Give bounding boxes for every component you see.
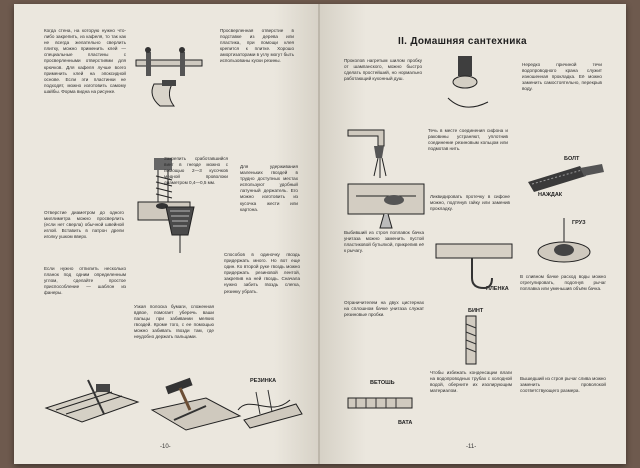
- figure-cork-shower: [438, 52, 508, 122]
- figure-faucet: [344, 122, 414, 182]
- left-paragraph-8: Узкая полоска бумаги, сложенная вдвое, помогает уберечь ваши пальцы при забивании мелких гвоздей. Кроме того, с ее помощью можно забивать гвозди там, где неудобно держать пальцами.: [134, 304, 214, 340]
- bolt-label: БОЛТ: [564, 156, 580, 162]
- left-paragraph-2: Просверленная отверстие в подставке из дерева или пластика, при помощи клея крепится к плитке. Хорошо амортизаторами в углу могут быть использованы куски резины.: [220, 28, 295, 64]
- left-paragraph-5: Отверстие диаметром до одного миллиметра можно просверлить (если нет сверла) обычной швейной иглой. Вставить в патрон дрели иголку ушком вверх.: [44, 210, 124, 240]
- figure-drill-needle: [154, 199, 214, 254]
- figure-bandage-pipe: [432, 304, 518, 368]
- film-label: ПЛЕНКА: [486, 286, 509, 292]
- figure-siphon: [432, 238, 522, 298]
- rags-label: ВЕТОШЬ: [370, 380, 395, 386]
- right-paragraph-8: Чтобы избежать конденсации влаги на водопроводных трубах с холодной водой, оберните их изолирующим материалом.: [430, 370, 512, 394]
- left-page: [14, 4, 320, 464]
- right-paragraph-9: Вышедший из строя рычаг слива можно заменить проволокой соответствующего размера.: [520, 376, 606, 394]
- left-paragraph-7: Если нужно отпилить несколько планок под одним определенным углом, сделайте простое приспособление — шаблон из фанеры.: [44, 266, 126, 296]
- left-paragraph-3: Закрепить сработавшийся винт в гнезде можно с помощью 2—3 кусочков медной проволоки диаметром 0,4—0,5 мм.: [164, 156, 228, 186]
- figure-miter-box: [42, 378, 142, 430]
- figure-shelf-brackets: [132, 44, 212, 114]
- right-paragraph-3: Течь в месте соединения сифона и раковины устраняют, уплотнив соединение резиновым кольцом или подмотав нить.: [428, 128, 508, 152]
- section-title: II. Домашняя сантехника: [398, 36, 527, 47]
- bandage-label: БИНТ: [468, 308, 484, 314]
- figure-insulated-pipe: [342, 376, 428, 428]
- right-paragraph-4: Ликвидировать протечку в сифоне можно, подтянув гайку или заменив прокладку.: [430, 194, 510, 212]
- right-page: [320, 4, 626, 464]
- cotton-label: ВАТА: [398, 420, 413, 426]
- right-paragraph-5: Выбивший из строя поплавок бачка унитаза можно заменить пустой пластиковой бутылкой, прикрепив её к рычагу.: [344, 230, 424, 254]
- left-paragraph-4: Для удерживания маленьких гвоздей в трудно доступных местах используют удобный латунный держатель. Его можно изготовить из кусочка жести или картона.: [240, 164, 298, 212]
- figure-weight-valve: [520, 214, 610, 274]
- right-paragraph-2: Нередко причиной течи водопроводного крана служит изношенная прокладка. Её можно заменить самостоятельно, перекрыв воду.: [522, 62, 602, 92]
- right-page-number: -11-: [466, 444, 477, 450]
- right-paragraph-7: Ограничителем на двух цистернах на сплошном бачке унитаза служат резиновые пробки.: [344, 300, 424, 318]
- figure-rubber-band: [230, 374, 310, 429]
- right-paragraph-6: В сливном бачке расход воды можно отрегулировать, подогнув рычаг поплавка или уменьшив объём бачка.: [520, 274, 606, 292]
- sandpaper-label: НАЖДАК: [538, 192, 563, 198]
- left-page-number: -10-: [160, 444, 171, 450]
- left-paragraph-6: Способов в одиночку гвоздь придержать много. Но вот еще один. Ко второй руке гвоздь можно придержать резиновой лентой, закрепив на ней гвоздь. Сначала нужно забить гвоздь слегка, резинку убрать.: [224, 252, 300, 294]
- figure-file-bolt: [520, 152, 610, 212]
- right-paragraph-1: Проколов нагретым шилом пробку от шампанского, можно быстро сделать простейший, но нормально работающий кухонный душ.: [344, 58, 422, 82]
- weight-label: ГРУЗ: [572, 220, 586, 226]
- rubber-band-label: РЕЗИНКА: [250, 378, 277, 384]
- figure-tank: [344, 180, 428, 230]
- left-paragraph-1: Когда стена, на которую нужно что-либо закрепить, из кафеля, то так как не всегда желательно сверлить плитку, можно применить клей — специальные пластины с просверленными отверстиями для крючков. Для кафеля лучше всего применить клей на эпоксидной основе. Если эти пластинки не подходят, можно изготовить самому шайбы. Форма видна на рисунке.: [44, 28, 126, 94]
- book-spread: [14, 4, 626, 464]
